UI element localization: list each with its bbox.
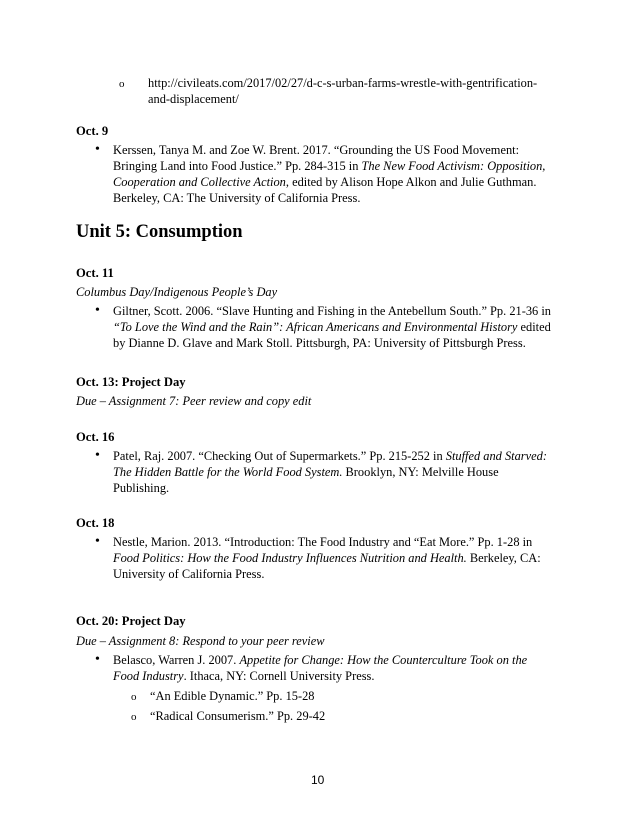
chapter-list-item: “An Edible Dynamic.” Pp. 15-28: [150, 689, 315, 703]
reading-oct-9-line-4: Berkeley, CA: The University of California Press.: [113, 191, 361, 205]
reading-oct-18-line-3: University of California Press.: [113, 567, 265, 581]
date-heading-oct-20: Oct. 20: Project Day: [76, 614, 186, 628]
date-heading-oct-18: Oct. 18: [76, 516, 115, 530]
date-heading-oct-13: Oct. 13: Project Day: [76, 375, 186, 389]
reading-oct-18-line-1: Nestle, Marion. 2013. “Introduction: The Food Industry and “Eat More.” Pp. 1-28 in: [113, 535, 533, 549]
bullet-marker: •: [95, 142, 100, 157]
date-heading-oct-9: Oct. 9: [76, 124, 109, 138]
page-number: 10: [311, 773, 325, 787]
reading-oct-16-line-2: The Hidden Battle for the World Food System. Brooklyn, NY: Melville House: [113, 465, 499, 479]
reading-oct-20-line-2: Food Industry. Ithaca, NY: Cornell University Press.: [113, 669, 375, 683]
reading-oct-9-line-2: Bringing Land into Food Justice.” Pp. 284-315 in The New Food Activism: Opposition,: [113, 159, 546, 173]
reference-url: http://civileats.com/2017/02/27/d-c-s-urban-farms-wrestle-with-gentrification-: [148, 76, 538, 90]
bullet-marker: •: [95, 448, 100, 463]
sub-bullet-marker: o: [131, 691, 137, 703]
reading-oct-9-line-3: Cooperation and Collective Action, edited by Alison Hope Alkon and Julie Guthman.: [113, 175, 537, 189]
sub-bullet-marker: o: [131, 711, 137, 723]
date-heading-oct-16: Oct. 16: [76, 430, 115, 444]
bullet-marker: •: [95, 534, 100, 549]
reading-oct-20-line-1: Belasco, Warren J. 2007. Appetite for Change: How the Counterculture Took on the: [113, 653, 528, 667]
reading-oct-16-line-3: Publishing.: [113, 481, 170, 495]
reading-oct-9-line-1: Kerssen, Tanya M. and Zoe W. Brent. 2017. “Grounding the US Food Movement:: [113, 143, 520, 157]
holiday-note: Columbus Day/Indigenous People’s Day: [76, 285, 278, 299]
reference-url-continued: and-displacement/: [148, 92, 239, 106]
assignment-due-note: Due – Assignment 8: Respond to your peer review: [76, 634, 325, 648]
bullet-marker: •: [95, 652, 100, 667]
reading-oct-16-line-1: Patel, Raj. 2007. “Checking Out of Supermarkets.” Pp. 215-252 in Stuffed and Starved:: [113, 449, 547, 463]
date-heading-oct-11: Oct. 11: [76, 266, 114, 280]
unit-title: Unit 5: Consumption: [76, 222, 243, 242]
chapter-list-item: “Radical Consumerism.” Pp. 29-42: [150, 709, 326, 723]
assignment-due-note: Due – Assignment 7: Peer review and copy edit: [76, 394, 312, 408]
reading-oct-11-line-2: “To Love the Wind and the Rain”: African Americans and Environmental History edited: [113, 320, 551, 334]
sub-bullet-marker: o: [119, 78, 125, 90]
reading-oct-18-line-2: Food Politics: How the Food Industry Influences Nutrition and Health. Berkeley, CA:: [113, 551, 541, 565]
reading-oct-11-line-3: by Dianne D. Glave and Mark Stoll. Pittsburgh, PA: University of Pittsburgh Press.: [113, 336, 526, 350]
reading-oct-11-line-1: Giltner, Scott. 2006. “Slave Hunting and Fishing in the Antebellum South.” Pp. 21-36 in: [113, 304, 551, 318]
bullet-marker: •: [95, 303, 100, 318]
